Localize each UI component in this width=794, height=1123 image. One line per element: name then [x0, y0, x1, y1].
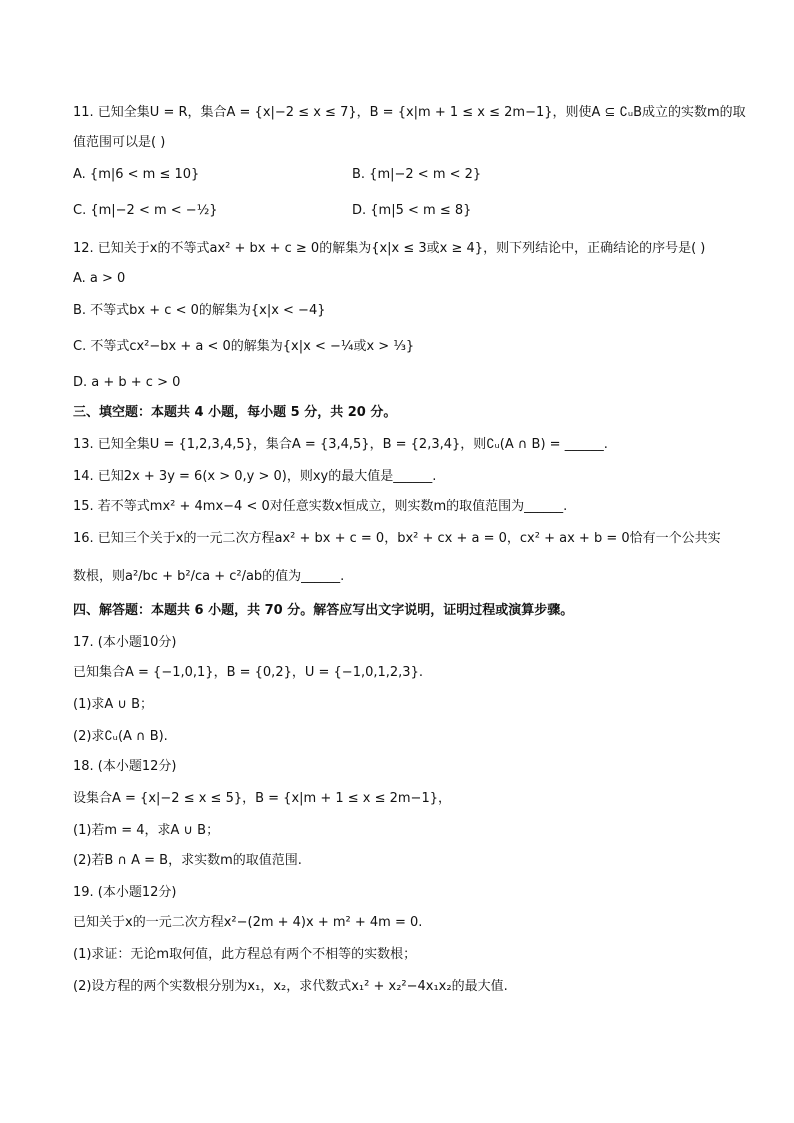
q18-part2: (2)若B ∩ A = B，求实数m的取值范围.: [73, 853, 302, 868]
q12-option-d: D. a + b + c > 0: [73, 375, 181, 390]
q11-option-d: D. {m|5 < m ≤ 8}: [352, 203, 472, 218]
q15: 15. 若不等式mx² + 4mx−4 < 0对任意实数x恒成立，则实数m的取值范围为______.: [73, 499, 568, 514]
q14: 14. 已知2x + 3y = 6(x > 0,y > 0)，则xy的最大值是______.: [73, 469, 437, 484]
q12-stem: 12. 已知关于x的不等式ax² + bx + c ≥ 0的解集为{x|x ≤ 3或x ≥ 4}，则下列结论中，正确结论的序号是( ): [73, 241, 706, 256]
q11-stem-line2: 值范围可以是( ): [73, 135, 166, 150]
q16-line2: 数根，则a²/bc + b²/ca + c²/ab的值为______.: [73, 569, 345, 584]
q11-option-c: C. {m|−2 < m < −½}: [73, 203, 218, 218]
q19-stem: 已知关于x的一元二次方程x²−(2m + 4)x + m² + 4m = 0.: [73, 915, 423, 930]
q18-part1: (1)若m = 4，求A ∪ B；: [73, 823, 220, 838]
section3-heading: 三、填空题：本题共 4 小题，每小题 5 分，共 20 分。: [73, 405, 397, 420]
q11-option-b: B. {m|−2 < m < 2}: [352, 167, 482, 182]
q12-option-c: C. 不等式cx²−bx + a < 0的解集为{x|x < −¼或x > ⅓}: [73, 339, 415, 354]
q17-part2: (2)求∁ᵤ(A ∩ B).: [73, 729, 168, 744]
q12-option-b: B. 不等式bx + c < 0的解集为{x|x < −4}: [73, 303, 326, 318]
q18-stem: 设集合A = {x|−2 ≤ x ≤ 5}，B = {x|m + 1 ≤ x ≤ 2m−1}，: [73, 791, 451, 806]
q16-line1: 16. 已知三个关于x的一元二次方程ax² + bx + c = 0，bx² + cx + a = 0，cx² + ax + b = 0恰有一个公共实: [73, 531, 721, 546]
q17-stem: 已知集合A = {−1,0,1}，B = {0,2}，U = {−1,0,1,2,3}.: [73, 665, 423, 680]
q11-stem-line1: 11. 已知全集U = R，集合A = {x|−2 ≤ x ≤ 7}，B = {x|m + 1 ≤ x ≤ 2m−1}，则使A ⊆ ∁ᵤB成立的实数m的取: [73, 105, 746, 120]
q19-title: 19. (本小题12分): [73, 885, 177, 900]
q19-part2: (2)设方程的两个实数根分别为x₁，x₂，求代数式x₁² + x₂²−4x₁x₂的最大值.: [73, 979, 508, 994]
q12-option-a: A. a > 0: [73, 271, 126, 286]
q19-part1: (1)求证：无论m取何值，此方程总有两个不相等的实数根；: [73, 947, 417, 962]
q17-title: 17. (本小题10分): [73, 635, 177, 650]
q11-option-a: A. {m|6 < m ≤ 10}: [73, 167, 200, 182]
section4-heading: 四、解答题：本题共 6 小题，共 70 分。解答应写出文字说明，证明过程或演算步骤。: [73, 603, 574, 618]
q18-title: 18. (本小题12分): [73, 759, 177, 774]
q17-part1: (1)求A ∪ B；: [73, 697, 154, 712]
q13: 13. 已知全集U = {1,2,3,4,5}，集合A = {3,4,5}，B = {2,3,4}，则∁ᵤ(A ∩ B) = ______.: [73, 437, 608, 452]
